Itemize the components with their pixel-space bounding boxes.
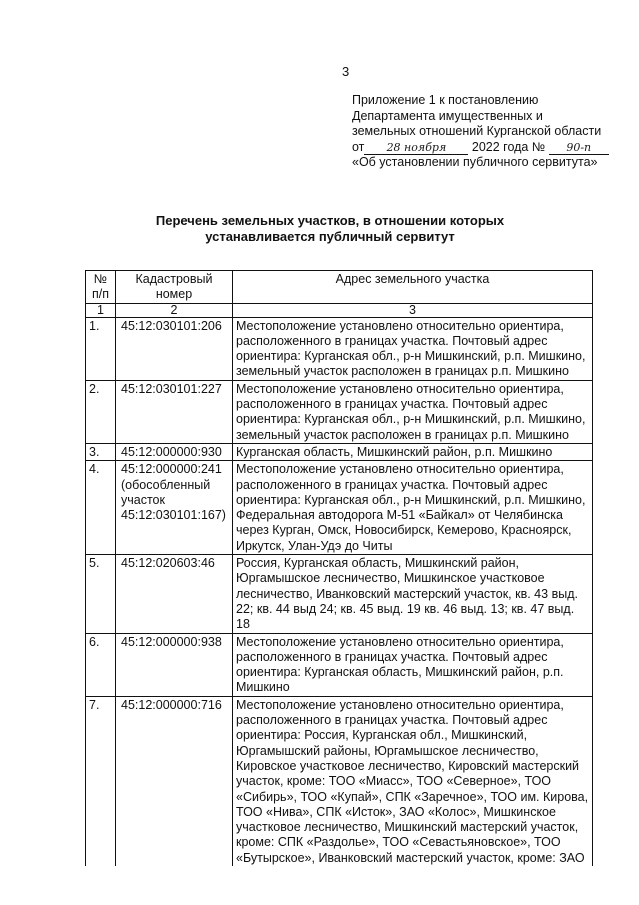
row-address: Россия, Курганская область, Мишкинский район, Юргамышское лесничество, Мишкинское участковое лесничество, Иванковский мастерский участок, кв. 43 выд. 22; кв. 44 выд 24; кв. 45 выд. 19 кв. 46 выд. 13; кв. 47 выд. 18: [233, 555, 593, 633]
appendix-line-3: земельных отношений Курганской области: [352, 124, 602, 138]
table-row: [86, 443, 593, 460]
document-title: [120, 213, 540, 245]
page-number: 3: [342, 64, 350, 79]
from-label: от: [352, 139, 365, 154]
row-num: 7.: [86, 696, 116, 866]
appendix-date-line: [352, 140, 632, 156]
row-cadastral: 45:12:030101:206: [116, 317, 233, 380]
column-number-2: 2: [116, 303, 233, 317]
table-row: [86, 555, 593, 633]
land-plots-table-container: [85, 270, 593, 866]
appendix-line-5: «Об установлении публичного сервитута»: [352, 155, 598, 169]
title-line-1: Перечень земельных участков, в отношении которых: [155, 213, 505, 228]
handwritten-number: 90-п: [549, 142, 609, 155]
row-num: 5.: [86, 555, 116, 633]
row-num: 3.: [86, 443, 116, 460]
table-row: [86, 696, 593, 866]
row-cadastral: 45:12:000000:716: [116, 696, 233, 866]
row-num: 6.: [86, 633, 116, 696]
row-address: Местоположение установлено относительно ориентира, расположенного в границах участка. Почтовый адрес ориентира: Курганская обл., р-н Мишкинский, р.п. Мишкино, земельный участок расположен в границах р.п. Мишкино: [233, 317, 593, 380]
handwritten-date: 28 ноября: [364, 142, 468, 155]
row-cadastral: 45:12:030101:227: [116, 380, 233, 443]
row-num: 1.: [86, 317, 116, 380]
header-num: № п/п: [86, 271, 116, 304]
row-address: Местоположение установлено относительно ориентира, расположенного в границах участка. Почтовый адрес ориентира: Курганская обл., р-н Мишкинский, р.п. Мишкино, Федеральная автодорога М-51 «Байкал» от Челябинска через Курган, Омск, Новосибирск, Кемерово, Красноярск, Иркутск, Улан-Удэ до Читы: [233, 461, 593, 555]
year-label: 2022 года №: [471, 139, 546, 154]
table-header-row: [86, 271, 593, 304]
row-cadastral: 45:12:020603:46: [116, 555, 233, 633]
column-number-3: 3: [233, 303, 593, 317]
row-num: 2.: [86, 380, 116, 443]
header-address: Адрес земельного участка: [233, 271, 593, 304]
row-address: Местоположение установлено относительно ориентира, расположенного в границах участка. Почтовый адрес ориентира: Россия, Курганская обл., Мишкинский, Юргамышский районы, Юргамышское лесничество, Кировское участковое лесничество, Кировский мастерский участок, кроме: ТОО «Миасс», ТОО «Северное», ТОО «Сибирь», ТОО «Купай», СПК «Заречное», ТОО им. Кирова, ТОО «Нива», СПК «Исток», ЗАО «Колос», Мишкинское участковое лесничество, Мишкинский мастерский участок, кроме: СПК «Раздолье», ТОО «Севастьяновское», ТОО «Бутырское», Иванковский мастерский участок, кроме: ЗАО: [233, 696, 593, 866]
column-number-1: 1: [86, 303, 116, 317]
row-address: Местоположение установлено относительно ориентира, расположенного в границах участка. Почтовый адрес ориентира: Курганская область, Мишкинский район, р.п. Мишкино: [233, 633, 593, 696]
appendix-header: [352, 93, 632, 171]
table-row: [86, 633, 593, 696]
table-row: [86, 380, 593, 443]
row-cadastral: 45:12:000000:930: [116, 443, 233, 460]
row-num: 4.: [86, 461, 116, 555]
column-number-row: [86, 303, 593, 317]
table-row: [86, 317, 593, 380]
land-plots-table: [85, 270, 593, 866]
row-cadastral: 45:12:000000:938: [116, 633, 233, 696]
table-row: [86, 461, 593, 555]
row-address: Местоположение установлено относительно ориентира, расположенного в границах участка. Почтовый адрес ориентира: Курганская обл., р-н Мишкинский, р.п. Мишкино, земельный участок расположен в границах р.п. Мишкино: [233, 380, 593, 443]
title-line-2: устанавливается публичный сервитут: [205, 229, 455, 244]
row-cadastral: 45:12:000000:241 (обособленный участок 45:12:030101:167): [116, 461, 233, 555]
appendix-line-1: Приложение 1 к постановлению: [352, 93, 539, 107]
appendix-line-2: Департамента имущественных и: [352, 108, 543, 123]
row-address: Курганская область, Мишкинский район, р.п. Мишкино: [233, 443, 593, 460]
header-cadastral: Кадастровый номер: [116, 271, 233, 304]
